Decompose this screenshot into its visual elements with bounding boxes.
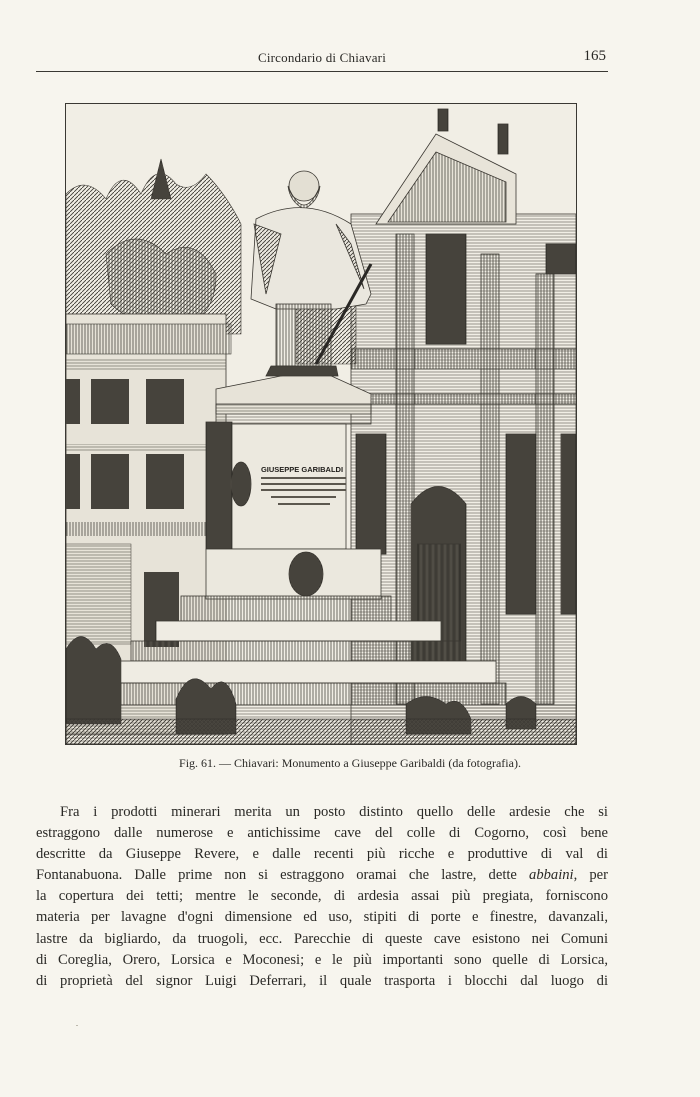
- inscription-line: GIUSEPPE GARIBALDI: [260, 465, 344, 474]
- body-line: lastre da bigliardo, da truogoli, ecc. Parecchie di queste cave esistono nei Comuni: [36, 930, 608, 947]
- body-line-tail: , per: [573, 867, 608, 884]
- body-line: estraggono dalle numerose e antichissime cave del colle di Cogorno, così bene: [36, 825, 608, 842]
- body-line: di proprietà del signor Luigi Deferrari, il quale trasporta i blocchi dal luogo di: [36, 972, 608, 989]
- body-line: la copertura dei tetti; mentre le seconde, di ardesia assai più pregiata, forniscono: [36, 888, 608, 905]
- body-line-with-italic: [36, 865, 608, 886]
- figure-caption: Fig. 61. — Chiavari: Monumento a Giuseppe Garibaldi (da fotografia).: [179, 756, 521, 770]
- body-line-text: Fontanabuona. Dalle prime non si estraggono oramai che lastre, dette: [36, 867, 517, 884]
- body-line: descritte da Giuseppe Revere, e dalle recenti più ricche e produttive di val di: [36, 846, 608, 863]
- body-line: di Coreglia, Orero, Lorsica e Moconesi; e le più importanti sono quelle di Lorsica,: [36, 951, 608, 968]
- body-line: Fra i prodotti minerari merita un posto distinto quello delle ardesie che si: [60, 804, 608, 820]
- running-head: [36, 44, 608, 74]
- running-title: Circondario di Chiavari: [257, 50, 387, 65]
- monument-engraving: [66, 104, 576, 744]
- figure-illustration: [65, 103, 577, 745]
- body-paragraph: [36, 802, 608, 992]
- italic-term: abbaini: [529, 867, 574, 884]
- body-line: materia per lavagne d'ogni dimensione ed uso, stipiti di porte e finestre, davanzali,: [36, 909, 608, 926]
- header-rule: [36, 71, 608, 72]
- page-number: 165: [583, 48, 606, 64]
- paper-speck: [76, 1025, 78, 1026]
